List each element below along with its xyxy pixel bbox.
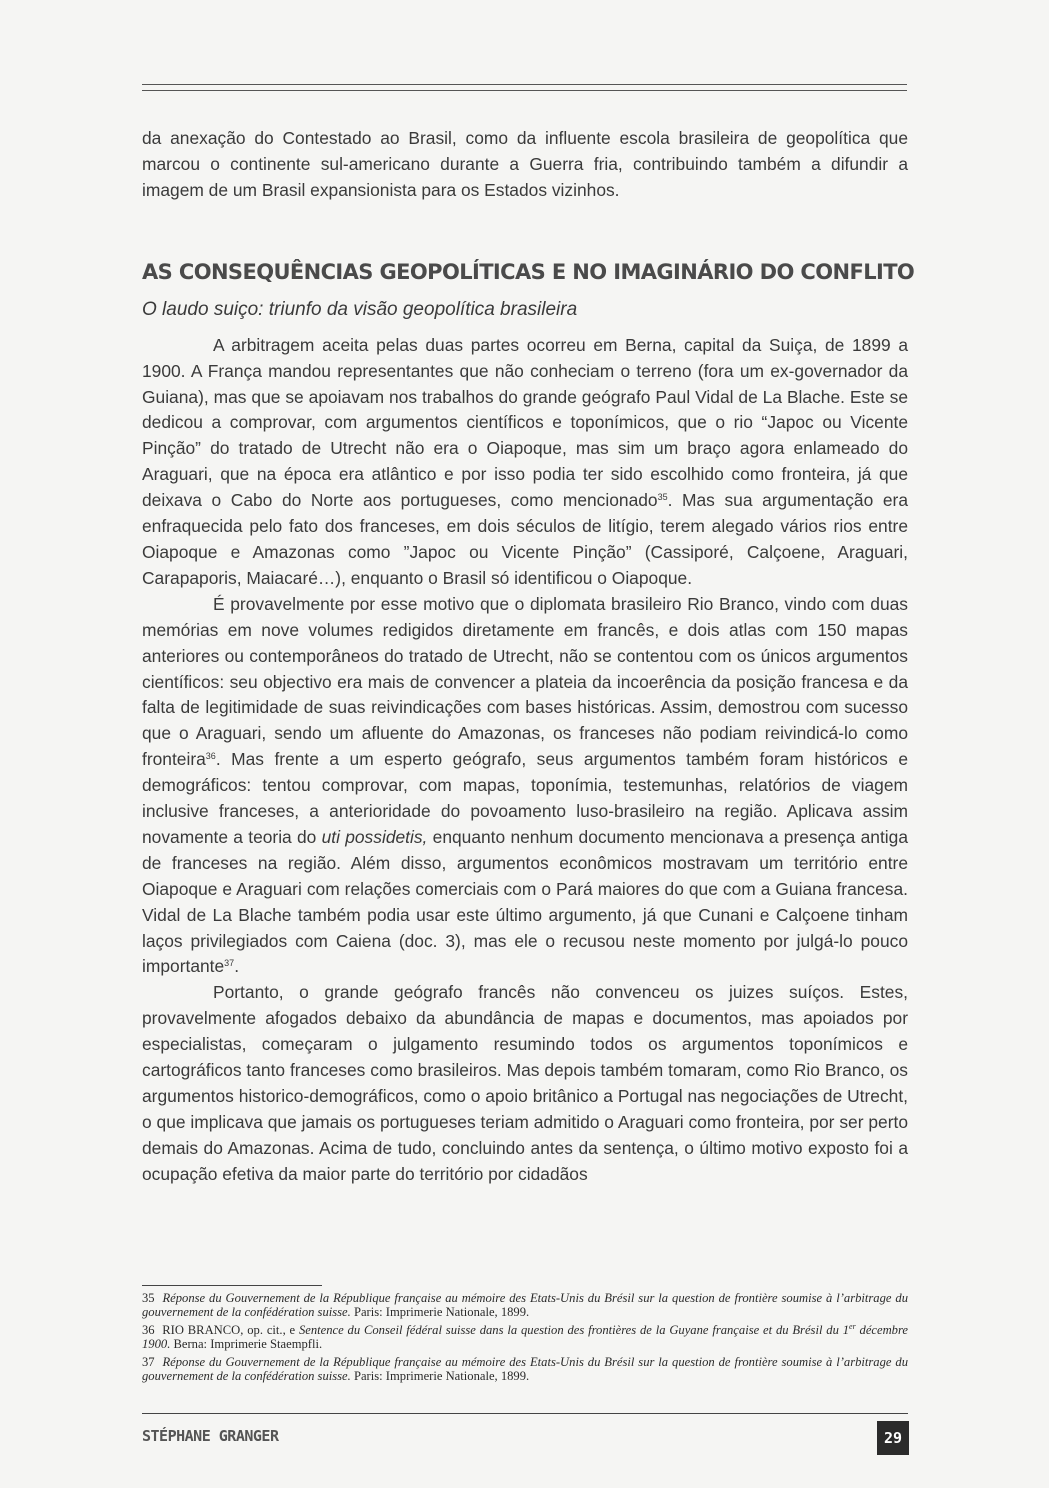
paragraph-2-end: .	[234, 956, 240, 977]
header-double-rule	[142, 84, 907, 91]
footnote-divider	[142, 1285, 322, 1286]
footnote-ordinal: er	[849, 1322, 856, 1332]
footnote-36	[142, 1323, 908, 1352]
section-title: AS CONSEQUÊNCIAS GEOPOLÍTICAS E NO IMAGINÁRIO DO CONFLITO	[142, 259, 915, 284]
paragraph-2-text: É provavelmente por esse motivo que o diplomata brasileiro Rio Branco, vindo com duas memórias em nove volumes redigidos diretamente em francês, e dois atlas com 150 mapas anteriores ou contemporâneos do tratado de Utrecht, não se contentou com os únicos argumentos científicos: seu objectivo era mais de convencer a plateia da incoerência da posição francesa e da falta de legitimidade de suas reivindicações com bases históricas. Assim, demostrou com sucesso que o Araguari, sendo um afluente do Amazonas, os franceses não podiam reivindicá-lo como fronteira	[142, 593, 908, 770]
paragraph-2-text-cont: . Mas frente a um esperto geógrafo, seus argumentos também foram históricos e demográficos: tentou comprovar, com mapas, toponímia, testemunhas, relatórios de viagem inclusive franceses, a anterioridade do povoamento luso-brasileiro na região. Aplicava assim novamente a teoria do	[142, 749, 908, 847]
footnote-title: Sentence du Conseil fédéral suisse dans la question des frontières de la Guyane française et du Brésil du 1	[298, 1323, 850, 1338]
footnote-publisher: Berna: Imprimerie Staempfli.	[170, 1337, 323, 1352]
paragraph-2	[142, 592, 908, 981]
footnote-ref-37[interactable]: 37	[224, 958, 235, 969]
footnote-lead: RIO BRANCO, op. cit., e	[162, 1323, 299, 1338]
paragraph-1-text: A arbitragem aceita pelas duas partes ocorreu em Berna, capital da Suiça, de 1899 a 1900. A França mandou representantes que não conheciam o terreno (fora um ex-governador da Guiana), mas que se apoiavam nos trabalhos do grande geógrafo Paul Vidal de La Blache. Este se dedicou a comprovar, com argumentos científicos e toponímicos, que o rio “Japoc ou Vicente Pinção” do tratado de Utrecht não era o Oiapoque, mas sim um braço agora enlameado do Araguari, que na época era atlântico e por isso podia ter sido escolhido como fronteira, já que deixava o Cabo do Norte aos portugueses, como mencionado	[142, 334, 908, 511]
footnote-number: 36	[142, 1323, 155, 1338]
subsection-title: O laudo suiço: triunfo da visão geopolítica brasileira	[142, 298, 578, 320]
footnote-number: 37	[142, 1355, 155, 1370]
footnote-37	[142, 1355, 908, 1384]
page-number: 29	[877, 1421, 909, 1455]
footnote-publisher: Paris: Imprimerie Nationale, 1899.	[350, 1369, 530, 1384]
footnote-title: Réponse du Gouvernement de la République française au mémoire des Etats-Unis du Brésil sur la question de frontière soumise à l’arbitrage du gouvernement de la confédération suisse.	[142, 1291, 909, 1320]
footnote-publisher: Paris: Imprimerie Nationale, 1899.	[350, 1305, 530, 1320]
footnote-ref-35[interactable]: 35	[657, 492, 668, 503]
footer-rule	[142, 1413, 908, 1414]
paragraph-1-text-cont: . Mas sua argumentação era enfraquecida pelo fato dos franceses, em dois séculos de litígio, terem alegado vários rios entre Oiapoque e Amazonas como ”Japoc ou Vicente Pinção” (Cassiporé, Calçoene, Araguari, Carapaporis, Maiacaré…), enquanto o Brasil só identificou o Oiapoque.	[142, 490, 908, 588]
footnote-ref-36[interactable]: 36	[205, 751, 216, 762]
footnote-35	[142, 1291, 908, 1320]
footnote-title-cont: décembre 1900.	[142, 1323, 909, 1352]
paragraph-2-text-cont2: enquanto nenhum documento mencionava a presença antiga de franceses na região. Além disso, argumentos econômicos mostravam um território entre Oiapoque e Araguari com relações comerciais com o Pará maiores do que com a Guiana francesa. Vidal de La Blache também podia usar este último argumento, já que Cunani e Calçoene tinham laços privilegiados com Caiena (doc. 3), mas ele o recusou neste momento por julgá-lo pouco importante	[142, 826, 908, 977]
main-content	[142, 126, 915, 1188]
paragraph-1	[142, 333, 908, 592]
footnotes	[142, 1291, 908, 1387]
footnote-number: 35	[142, 1291, 155, 1305]
intro-paragraph: da anexação do Contestado ao Brasil, como da influente escola brasileira de geopolítica que marcou o continente sul-americano durante a Guerra fria, contribuindo também a difundir a imagem de um Brasil expansionista para os Estados vizinhos.	[142, 128, 908, 200]
italic-term: uti possidetis,	[321, 826, 428, 847]
paragraph-3: Portanto, o grande geógrafo francês não convenceu os juizes suíços. Estes, provavelmente afogados debaixo da abundância de mapas e documentos, mas apoiados por especialistas, começaram o julgamento resumindo todos os argumentos toponímicos e cartográficos tanto franceses como brasileiros. Mas depois também tomaram, como Rio Branco, os argumentos historico-demográficos, como o apoio britânico a Portugal nas negociações de Utrecht, o que implicava que jamais os portugueses teriam admitido o Araguari como fronteira, por ser perto demais do Amazonas. Acima de tudo, concluindo antes da sentença, o último motivo exposto foi a ocupação efetiva da maior parte do território por cidadãos	[142, 982, 908, 1184]
footnote-title: Réponse du Gouvernement de la République française au mémoire des Etats-Unis du Brésil sur la question de frontière soumise à l’arbitrage du gouvernement de la confédération suisse.	[142, 1355, 909, 1384]
footer-author: STÉPHANE GRANGER	[142, 1427, 279, 1445]
